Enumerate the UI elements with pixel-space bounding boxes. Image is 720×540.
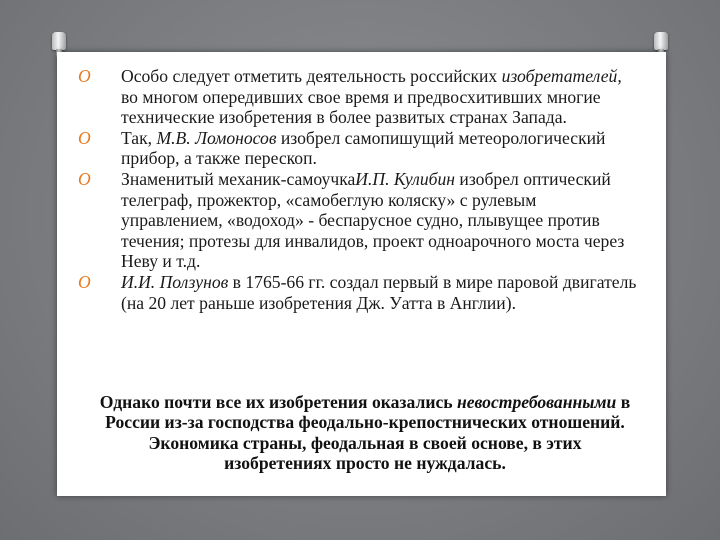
bullet-list (78, 66, 638, 313)
bullet-marker-icon: O (78, 66, 91, 86)
text-run: Однако почти все их изобретения оказались (99, 391, 457, 412)
text-run: в России из-за господства феодально-крепостнических отношений. Экономика страны, феодальная в своей основе, в этих изобретениях просто не нуждалась. (105, 391, 631, 474)
conclusion-paragraph (95, 392, 635, 474)
text-run: изобрел оптический телеграф, прожектор, «самобеглую коляску» с рулевым управлением, «водоход» - беспарусное судно, плывущее против течения; протезы для инвалидов, проект одноарочного моста через Неву и т.д. (121, 168, 625, 272)
bullet-text (121, 128, 605, 169)
text-run: в 1765-66 гг. создал первый в мире паровой двигатель (на 20 лет раньше изобретения Дж. Уатта в Англии). (121, 271, 637, 313)
bullet-marker-icon: O (78, 168, 91, 189)
text-run: Так, (121, 127, 157, 148)
bullet-text (121, 272, 636, 313)
bullet-item (78, 169, 638, 272)
text-run: изобрел самопишущий метеорологический прибор, а также перескоп. (121, 127, 606, 169)
bullet-text (121, 66, 622, 127)
bullet-item (78, 66, 638, 128)
bullet-marker-icon: O (78, 127, 91, 148)
bullet-text (121, 169, 624, 271)
pushpin-head (654, 32, 668, 50)
text-run-italic: М.В. Ломоносов (156, 127, 277, 148)
text-run-italic: невостребованными (456, 391, 617, 412)
text-run-italic: изобретателей, (501, 66, 622, 86)
bullet-item (78, 272, 638, 313)
text-run: Знаменитый механик-самоучка (121, 168, 356, 189)
text-run-italic: И.П. Кулибин (355, 168, 456, 189)
text-run-italic: И.И. Ползунов (121, 271, 229, 292)
pushpin-head (52, 32, 66, 50)
text-run: во многом опередивших свое время и предвосхитивших многие технические изобретения в более развитых странах Запада. (121, 86, 601, 128)
bullet-item (78, 128, 638, 169)
slide-card (57, 52, 666, 496)
bullet-marker-icon: O (78, 271, 91, 292)
text-run: Особо следует отметить деятельность российских (121, 66, 502, 86)
